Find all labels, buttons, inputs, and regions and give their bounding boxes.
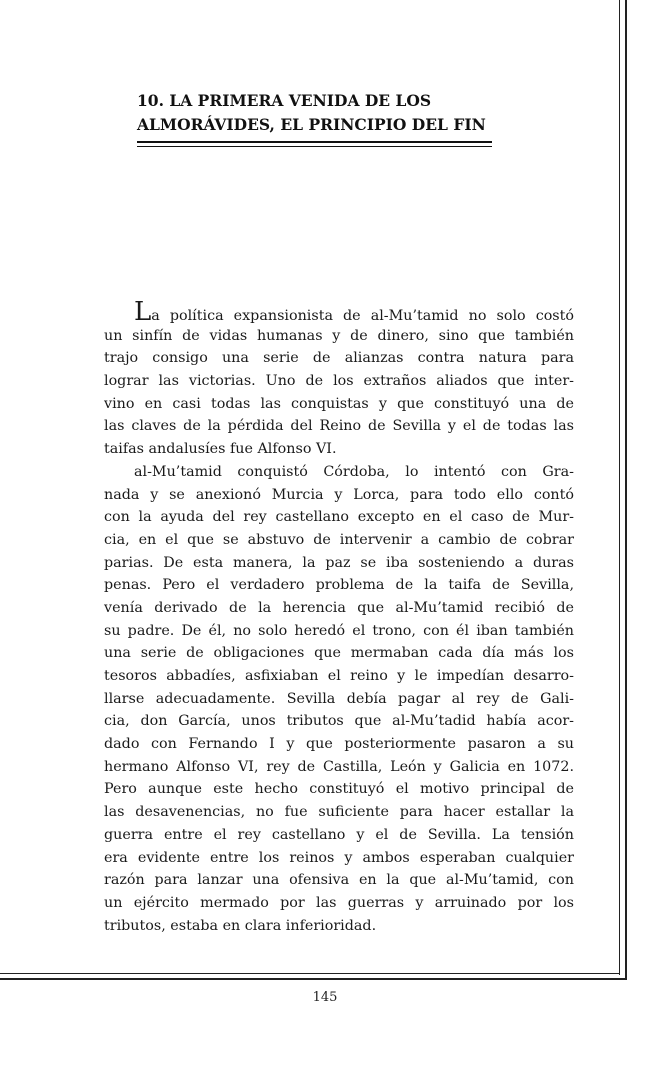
- paragraph-1-line: lograr las victorias. Uno de los extraños aliados que inter-: [104, 373, 574, 390]
- page-frame-bottom-inner-line: [0, 973, 620, 974]
- page-number: 145: [312, 990, 338, 1005]
- paragraph-1-line: las claves de la pérdida del Reino de Sevilla y el de todas las: [104, 418, 574, 435]
- paragraph-2-line: hermano Alfonso VI, rey de Castilla, León y Galicia en 1072.: [104, 758, 574, 775]
- page-frame-bottom-outer-line: [0, 978, 627, 980]
- body-text: [104, 297, 574, 937]
- paragraph-2-line: penas. Pero el verdadero problema de la taifa de Sevilla,: [104, 577, 574, 594]
- paragraph-2-line: cia, en el que se abstuvo de intervenir a cambio de cobrar: [104, 531, 574, 548]
- paragraph-1-line: un sinfín de vidas humanas y de dinero, sino que también: [104, 327, 574, 344]
- chapter-title-line-2: ALMORÁVIDES, EL PRINCIPIO DEL FIN: [137, 115, 486, 134]
- paragraph-2-line: las desavenencias, no fue suficiente para hacer estallar la: [104, 804, 574, 821]
- chapter-title-line-1: 10. LA PRIMERA VENIDA DE LOS: [137, 91, 432, 110]
- title-underline-thick: [137, 141, 492, 143]
- paragraph-1-line: vino en casi todas las conquistas y que constituyó una de: [104, 395, 574, 412]
- paragraph-2-line: su padre. De él, no solo heredó el trono, con él iban también: [104, 622, 574, 639]
- paragraph-2-line: guerra entre el rey castellano y el de Sevilla. La tensión: [104, 826, 574, 843]
- paragraph-1-line: trajo consigo una serie de alianzas contra natura para: [104, 350, 574, 367]
- page-frame-right-inner-line: [619, 0, 620, 975]
- paragraph-2-line: venía derivado de la herencia que al-Mu’tamid recibió de: [104, 599, 574, 616]
- page-frame-right-outer-line: [625, 0, 627, 980]
- chapter-title: [137, 89, 537, 137]
- paragraph-2-line: con la ayuda del rey castellano excepto en el caso de Mur-: [104, 509, 574, 526]
- title-underline-thin: [137, 146, 492, 147]
- paragraph-2-line: nada y se anexionó Murcia y Lorca, para todo ello contó: [104, 486, 574, 503]
- drop-cap: L: [134, 297, 152, 327]
- paragraph-2-line: una serie de obligaciones que mermaban cada día más los: [104, 645, 574, 662]
- paragraph-2-line: llarse adecuadamente. Sevilla debía pagar al rey de Gali-: [104, 690, 574, 707]
- paragraph-2-line: tesoros abbadíes, asfixiaban el reino y le impedían desarro-: [104, 668, 574, 684]
- paragraph-1-line: La política expansionista de al-Mu’tamid no solo costó: [134, 297, 574, 327]
- paragraph-1-line: taifas andalusíes fue Alfonso VI.: [104, 441, 337, 458]
- paragraph-2-line: cia, don García, unos tributos que al-Mu’tadid había acor-: [104, 713, 574, 730]
- paragraph-2-line: al-Mu’tamid conquistó Córdoba, lo intentó con Gra-: [134, 463, 574, 480]
- paragraph-2-line: un ejército mermado por las guerras y arruinado por los: [104, 894, 574, 911]
- paragraph-2-line: parias. De esta manera, la paz se iba sosteniendo a duras: [104, 554, 574, 571]
- paragraph-2-line: Pero aunque este hecho constituyó el motivo principal de: [104, 781, 574, 798]
- paragraph-2-line: razón para lanzar una ofensiva en la que al-Mu’tamid, con: [104, 872, 574, 889]
- paragraph-2-line: dado con Fernando I y que posteriormente pasaron a su: [104, 736, 574, 753]
- paragraph-2-line: era evidente entre los reinos y ambos esperaban cualquier: [104, 849, 574, 866]
- paragraph-2-line: tributos, estaba en clara inferioridad.: [104, 917, 377, 934]
